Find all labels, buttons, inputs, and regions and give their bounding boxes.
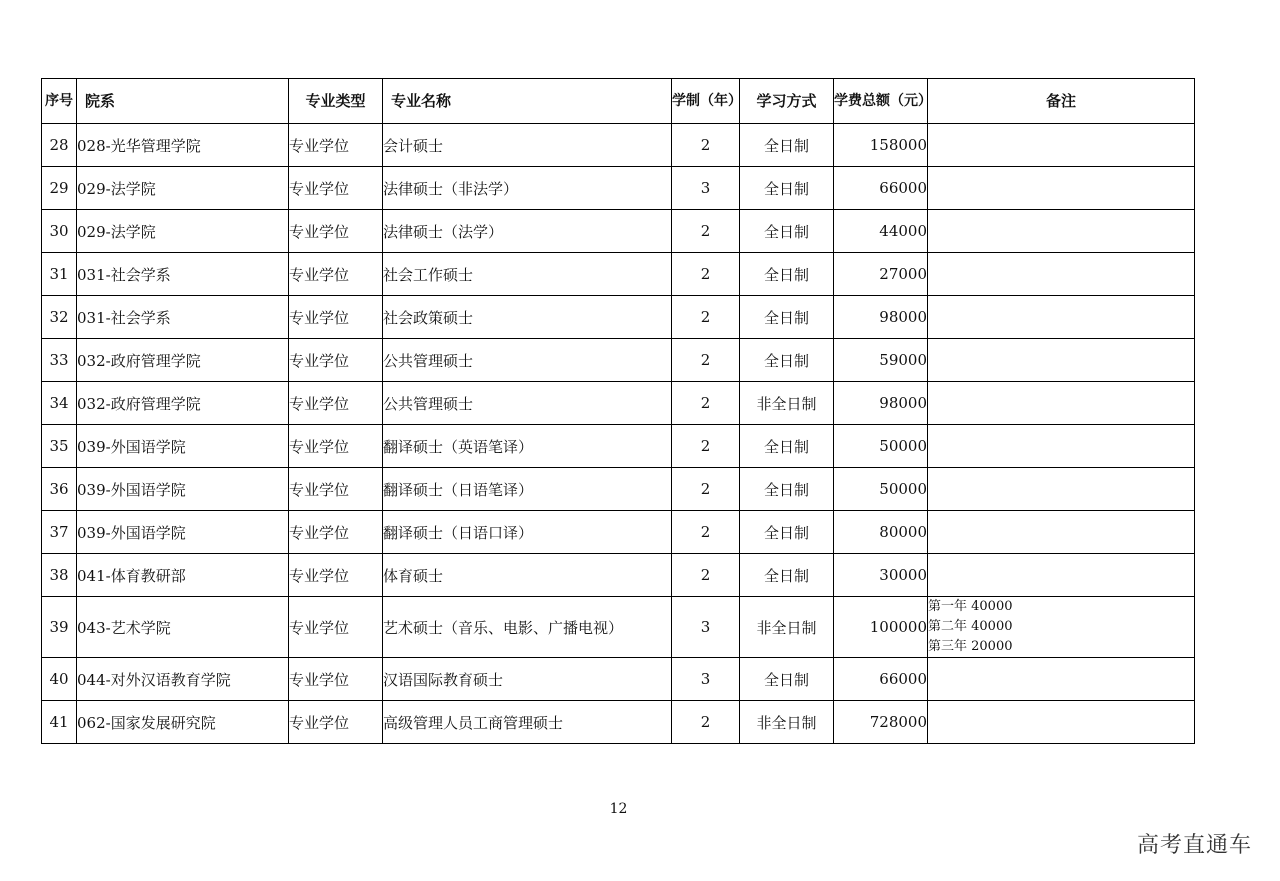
cell-name: 艺术硕士（音乐、电影、广播电视） [383,597,672,658]
header-years: 学制（年） [672,79,740,124]
table-row [42,425,1195,468]
cell-years: 3 [672,167,740,210]
cell-fee: 59000 [834,339,928,382]
cell-fee: 66000 [834,658,928,701]
note-line: 第三年 20000 [928,639,1013,654]
cell-num: 39 [42,597,77,658]
table-row [42,701,1195,744]
page-number: 12 [609,801,628,817]
cell-name: 体育硕士 [383,554,672,597]
cell-note [928,296,1195,339]
cell-type: 专业学位 [289,210,383,253]
cell-name: 社会工作硕士 [383,253,672,296]
cell-mode: 全日制 [740,339,834,382]
table-row [42,468,1195,511]
cell-type: 专业学位 [289,167,383,210]
cell-fee: 98000 [834,382,928,425]
cell-num: 34 [42,382,77,425]
cell-num: 38 [42,554,77,597]
cell-mode: 全日制 [740,167,834,210]
cell-name: 公共管理硕士 [383,382,672,425]
cell-mode: 全日制 [740,511,834,554]
cell-name: 翻译硕士（英语笔译） [383,425,672,468]
cell-type: 专业学位 [289,382,383,425]
table-row [42,597,1195,658]
cell-type: 专业学位 [289,425,383,468]
cell-dept: 029-法学院 [77,210,289,253]
table-row [42,253,1195,296]
cell-name: 翻译硕士（日语笔译） [383,468,672,511]
header-type: 专业类型 [289,79,383,124]
note-line: 第二年 40000 [928,619,1013,634]
note-line: 第一年 40000 [928,599,1013,614]
cell-fee: 66000 [834,167,928,210]
watermark-logo: 高考直通车 [1136,833,1252,858]
cell-dept: 031-社会学系 [77,253,289,296]
cell-years: 2 [672,296,740,339]
cell-type: 专业学位 [289,554,383,597]
cell-note [928,167,1195,210]
cell-name: 高级管理人员工商管理硕士 [383,701,672,744]
cell-name: 汉语国际教育硕士 [383,658,672,701]
cell-num: 35 [42,425,77,468]
header-mode: 学习方式 [740,79,834,124]
cell-dept: 041-体育教研部 [77,554,289,597]
cell-type: 专业学位 [289,511,383,554]
header-fee: 学费总额（元） [834,79,928,124]
header-note: 备注 [928,79,1195,124]
cell-fee: 50000 [834,425,928,468]
cell-mode: 非全日制 [740,597,834,658]
cell-mode: 全日制 [740,468,834,511]
cell-dept: 039-外国语学院 [77,425,289,468]
cell-type: 专业学位 [289,597,383,658]
cell-note [928,597,1195,658]
cell-years: 2 [672,210,740,253]
cell-num: 30 [42,210,77,253]
cell-type: 专业学位 [289,468,383,511]
cell-type: 专业学位 [289,124,383,167]
cell-mode: 全日制 [740,554,834,597]
cell-fee: 30000 [834,554,928,597]
cell-years: 3 [672,597,740,658]
cell-num: 36 [42,468,77,511]
header-name: 专业名称 [383,79,672,124]
cell-note [928,425,1195,468]
cell-note [928,701,1195,744]
tuition-table [41,78,1195,744]
cell-dept: 032-政府管理学院 [77,382,289,425]
cell-fee: 98000 [834,296,928,339]
cell-note [928,210,1195,253]
cell-note [928,382,1195,425]
cell-num: 32 [42,296,77,339]
cell-num: 31 [42,253,77,296]
cell-num: 40 [42,658,77,701]
cell-years: 2 [672,468,740,511]
cell-years: 3 [672,658,740,701]
cell-fee: 80000 [834,511,928,554]
cell-years: 2 [672,382,740,425]
cell-dept: 029-法学院 [77,167,289,210]
cell-dept: 032-政府管理学院 [77,339,289,382]
cell-note [928,253,1195,296]
cell-mode: 非全日制 [740,701,834,744]
cell-note [928,468,1195,511]
table-header-row [42,79,1195,124]
cell-note [928,339,1195,382]
cell-note [928,658,1195,701]
cell-years: 2 [672,425,740,468]
cell-fee: 728000 [834,701,928,744]
cell-num: 29 [42,167,77,210]
cell-dept: 062-国家发展研究院 [77,701,289,744]
cell-fee: 100000 [834,597,928,658]
cell-years: 2 [672,554,740,597]
cell-mode: 全日制 [740,124,834,167]
cell-type: 专业学位 [289,701,383,744]
cell-fee: 27000 [834,253,928,296]
cell-type: 专业学位 [289,658,383,701]
cell-dept: 028-光华管理学院 [77,124,289,167]
cell-note [928,124,1195,167]
cell-name: 会计硕士 [383,124,672,167]
cell-dept: 039-外国语学院 [77,468,289,511]
table-body [42,124,1195,744]
cell-name: 翻译硕士（日语口译） [383,511,672,554]
cell-mode: 全日制 [740,210,834,253]
cell-type: 专业学位 [289,296,383,339]
header-dept: 院系 [77,79,289,124]
cell-years: 2 [672,124,740,167]
cell-note [928,554,1195,597]
cell-mode: 全日制 [740,425,834,468]
cell-num: 37 [42,511,77,554]
table-row [42,210,1195,253]
table-row [42,382,1195,425]
cell-note [928,511,1195,554]
cell-num: 28 [42,124,77,167]
table-row [42,658,1195,701]
cell-type: 专业学位 [289,253,383,296]
cell-years: 2 [672,253,740,296]
cell-name: 法律硕士（非法学） [383,167,672,210]
table-row [42,124,1195,167]
cell-fee: 44000 [834,210,928,253]
cell-dept: 043-艺术学院 [77,597,289,658]
cell-num: 41 [42,701,77,744]
cell-fee: 158000 [834,124,928,167]
cell-num: 33 [42,339,77,382]
cell-mode: 全日制 [740,296,834,339]
cell-dept: 044-对外汉语教育学院 [77,658,289,701]
table-row [42,511,1195,554]
header-num: 序号 [42,79,77,124]
cell-name: 社会政策硕士 [383,296,672,339]
cell-fee: 50000 [834,468,928,511]
cell-years: 2 [672,511,740,554]
cell-name: 公共管理硕士 [383,339,672,382]
cell-years: 2 [672,701,740,744]
table-row [42,296,1195,339]
cell-years: 2 [672,339,740,382]
cell-name: 法律硕士（法学） [383,210,672,253]
table-row [42,167,1195,210]
table-row [42,554,1195,597]
cell-type: 专业学位 [289,339,383,382]
cell-mode: 非全日制 [740,382,834,425]
cell-dept: 031-社会学系 [77,296,289,339]
cell-dept: 039-外国语学院 [77,511,289,554]
table-row [42,339,1195,382]
cell-mode: 全日制 [740,253,834,296]
cell-mode: 全日制 [740,658,834,701]
